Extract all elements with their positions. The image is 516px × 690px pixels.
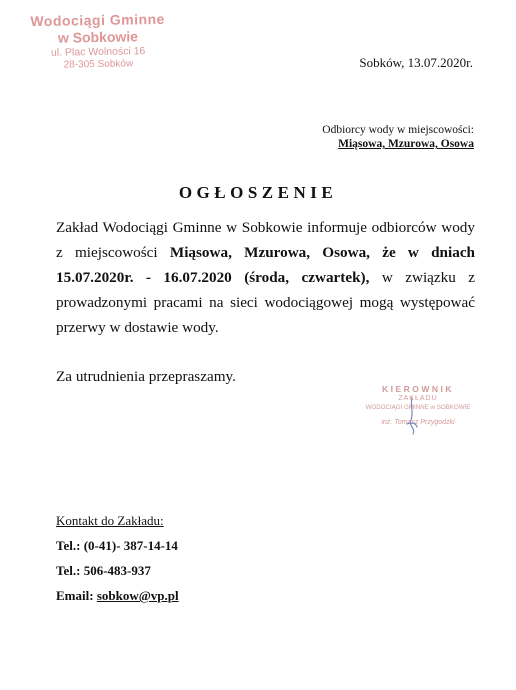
phone-1-label: Tel.: [56,538,81,553]
manager-stamp-line-2: ZAKŁADU [398,395,438,402]
recipients-places: Miąsowa, Mzurowa, Osowa [338,138,474,150]
body-dates: że w dniach 15.07.2020r. - 16.07.2020 (środa, czwartek), [56,244,476,286]
manager-stamp-line-3: WODOCIĄGI GMINNE w SOBKOWIE [365,404,471,411]
manager-stamp-line-1: KIEROWNIK [381,384,455,394]
stamp-line-2: w Sobkowie [57,28,139,46]
body-intro: Zakład Wodociągi Gminne w Sobkowie informuje odbiorców wody z miejscowości [56,219,475,261]
contact-phone-2 [56,558,179,583]
page-title: OGŁOSZENIE [178,183,338,202]
phone-2-number: 506-483-937 [83,563,151,578]
phone-1-number: (0-41)- 387-14-14 [83,538,178,553]
email-link[interactable]: sobkow@vp.pl [96,588,179,603]
contact-block [56,508,179,608]
stamp-line-3: ul. Plac Wolności 16 [50,45,146,59]
body-rest: w związku z prowadzonymi pracami na sieci wodociągowej mogą występować przerwy w dostawie wody. [56,269,476,336]
company-stamp [17,11,178,73]
announcement-body [56,215,475,340]
announcement-text [56,215,475,340]
email-label: Email: [56,588,94,603]
stamp-line-4: 28-305 Sobków [63,58,134,71]
apology-text: Za utrudnienia przepraszamy. [56,368,236,385]
recipients-label: Odbiorcy wody w miejscowości: [322,124,474,136]
manager-stamp-line-4: inż. Tomasz Przygodzki [381,419,455,426]
phone-2-label: Tel.: [56,563,81,578]
recipients-block [322,123,474,151]
contact-heading: Kontakt do Zakładu: [56,513,164,528]
signature-mark [398,396,426,438]
body-places: Miąsowa, Mzurowa, Osowa, [169,244,370,261]
contact-email [56,583,179,608]
contact-phone-1 [56,533,179,558]
document-date: Sobków, 13.07.2020r. [359,55,473,70]
stamp-line-1: Wodociągi Gminne [30,10,166,30]
